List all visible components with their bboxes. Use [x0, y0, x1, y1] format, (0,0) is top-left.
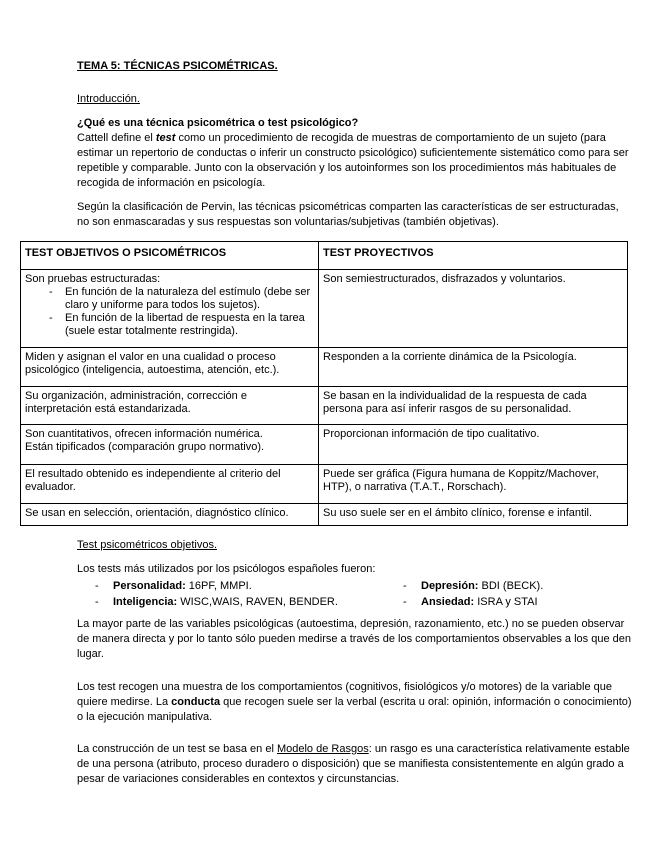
- intro-paragraph-1: [77, 131, 632, 191]
- bullet-dash: -: [95, 596, 99, 608]
- table-cell: Responden a la corriente dinámica de la Psicología.: [319, 348, 628, 387]
- p1-text-b: como un procedimiento de recogida de muestras de comportamiento de un sujeto (para estimar un repertorio de conductas o inferir un constructo psicológico) suficientemente sistemático como para ser repetible y comparable. Junto con la observación y los autoinformes son los procedimientos más habituales de recogida de información en psicología.: [77, 132, 629, 189]
- intro-question: ¿Qué es una técnica psicométrica o test psicológico?: [77, 117, 359, 129]
- text-span: Los test recogen una muestra de los comportamientos (cognitivos, fisiológicos y/o motores) de la variable que quiere medirse. La: [77, 681, 612, 708]
- item-label: Personalidad:: [113, 580, 186, 592]
- objective-tests-section: [77, 538, 632, 553]
- table-header-row: [21, 242, 628, 270]
- table-cell: Su uso suele ser en el ámbito clínico, forense e infantil.: [319, 504, 628, 526]
- list-item: [95, 578, 403, 594]
- cell-text: Son cuantitativos, ofrecen información numérica.: [25, 428, 263, 440]
- paragraph-text: La mayor parte de las variables psicológicas (autoestima, depresión, razonamiento, etc.) no se pueden observar de manera directa y por lo tanto sólo pueden medirse a través de los comportamientos observables a los que den lugar.: [77, 618, 631, 660]
- cell-text: Son pruebas estructuradas:: [25, 273, 161, 285]
- p1-test-term: test: [155, 132, 176, 144]
- intro-section: [77, 92, 632, 107]
- table-cell: Son semiestructurados, disfrazados y voluntarios.: [319, 270, 628, 348]
- table-row: [21, 270, 628, 348]
- item-label: Ansiedad:: [421, 596, 475, 608]
- list-item: - En función de la libertad de respuesta en la tarea (suele estar totalmente restringida).: [65, 312, 314, 338]
- item-value: ISRA y STAI: [474, 596, 538, 608]
- variables-paragraph: [77, 617, 632, 662]
- cell-list: [25, 286, 314, 338]
- list-item: - En función de la naturaleza del estímulo (debe ser claro y uniforme para todos los sujetos).: [65, 286, 314, 312]
- table-cell: [21, 425, 319, 465]
- bullet-dash: -: [403, 580, 407, 592]
- bullet-dash: -: [403, 596, 407, 608]
- list-row: [95, 578, 615, 594]
- table-cell: Puede ser gráfica (Figura humana de Koppitz/Machover, HTP), o narrativa (T.A.T., Rorschach).: [319, 465, 628, 504]
- text-span: : un rasgo es una característica relativamente estable de una persona (atributo, proceso duradero o disposición) que se manifiesta consistentemente en algún grado a pesar de variaciones considerables en contextos y circunstancias.: [77, 743, 630, 785]
- table-cell: Miden y asignan el valor en una cualidad o proceso psicológico (inteligencia, autoestima, atención, etc.).: [21, 348, 319, 387]
- paragraph-text: [77, 680, 632, 725]
- table-cell: Proporcionan información de tipo cualitativo.: [319, 425, 628, 465]
- list-row: [95, 594, 615, 610]
- item-label: Inteligencia:: [113, 596, 178, 608]
- header-objective-tests: TEST OBJETIVOS O PSICOMÉTRICOS: [21, 242, 319, 270]
- most-used-tests-list: [95, 578, 615, 610]
- comparison-table: [20, 241, 628, 526]
- table-row: [21, 425, 628, 465]
- table-cell: Se usan en selección, orientación, diagnóstico clínico.: [21, 504, 319, 526]
- text-span: que recogen suele ser la verbal (escrita u oral: opinión, información o conocimiento) o la ejecución manipulativa.: [77, 696, 632, 723]
- item-label: Depresión:: [421, 580, 479, 592]
- cell-text: Están tipificados (comparación grupo normativo).: [25, 441, 265, 453]
- table-cell: Su organización, administración, corrección e interpretación está estandarizada.: [21, 387, 319, 425]
- conducta-paragraph: [77, 680, 632, 725]
- item-value: BDI (BECK).: [478, 580, 544, 592]
- objective-tests-lead: [77, 562, 632, 577]
- underlined-term: Modelo de Rasgos: [276, 743, 369, 755]
- table-row: [21, 387, 628, 425]
- item-value: WISC,WAIS, RAVEN, BENDER.: [177, 596, 338, 608]
- table-row: [21, 348, 628, 387]
- lead-text: Los tests más utilizados por los psicólogos españoles fueron:: [77, 563, 376, 575]
- list-item: [95, 594, 403, 610]
- intro-body: [77, 116, 632, 230]
- header-projective-tests: TEST PROYECTIVOS: [319, 242, 628, 270]
- paragraph-text: [77, 742, 632, 787]
- intro-paragraph-2: Según la clasificación de Pervin, las técnicas psicométricas comparten las características de ser estructuradas, no son enmascaradas y sus respuestas son voluntarias/subjetivas (también objetivas).: [77, 201, 619, 228]
- text-span: La construcción de un test se basa en el: [77, 743, 277, 755]
- list-item: [403, 578, 543, 594]
- objective-tests-heading: Test psicométricos objetivos.: [77, 539, 217, 551]
- table-cell: Se basan en la individualidad de la respuesta de cada persona para así inferir rasgos de su personalidad.: [319, 387, 628, 425]
- p1-text-a: Cattell define el: [77, 132, 156, 144]
- list-item: [403, 594, 538, 610]
- bold-term: conducta: [171, 696, 221, 708]
- modelo-rasgos-paragraph: [77, 742, 632, 787]
- table-cell: El resultado obtenido es independiente al criterio del evaluador.: [21, 465, 319, 504]
- intro-heading: Introducción.: [77, 93, 140, 105]
- table-row: [21, 504, 628, 526]
- item-value: 16PF, MMPI.: [185, 580, 252, 592]
- table-cell: [21, 270, 319, 348]
- document-title: TEMA 5: TÉCNICAS PSICOMÉTRICAS.: [77, 60, 278, 72]
- table-row: [21, 465, 628, 504]
- bullet-dash: -: [95, 580, 99, 592]
